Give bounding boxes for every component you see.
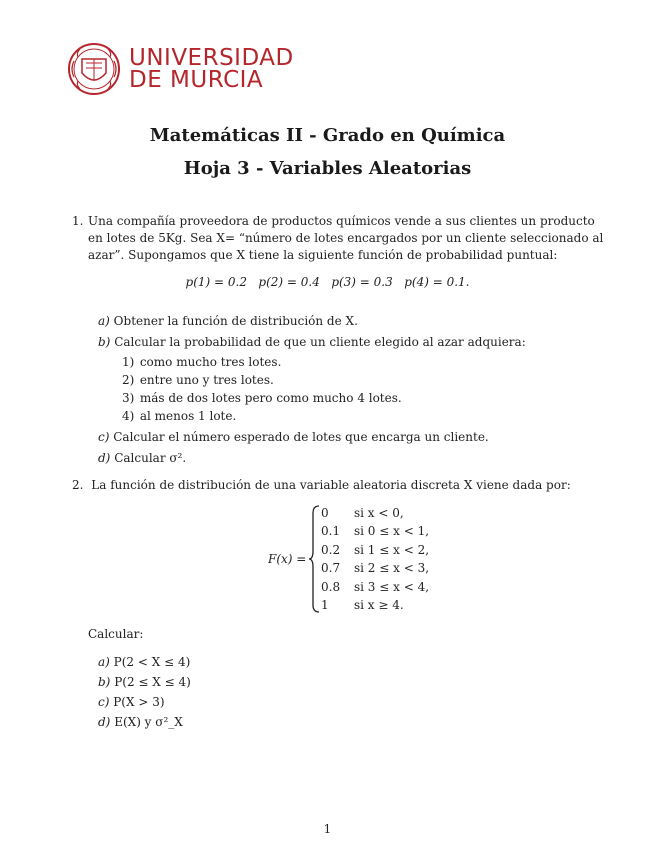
item-text: Calcular el número esperado de lotes que encarga un cliente. — [113, 430, 489, 444]
item-label: d) — [98, 715, 111, 729]
sub-list-item — [122, 354, 281, 371]
university-seal-icon — [66, 41, 122, 97]
list-item — [98, 714, 183, 731]
list-item — [98, 313, 358, 330]
function-name: F(x) = — [268, 552, 307, 566]
subitem-label: 2) — [122, 373, 135, 387]
sub-list-item — [122, 390, 402, 407]
piecewise-condition: si 3 ≤ x < 4, — [354, 580, 430, 594]
item-label: b) — [98, 675, 111, 689]
subitem-text: entre uno y tres lotes. — [139, 373, 274, 387]
piecewise-value: 1 — [321, 598, 329, 612]
item-text: P(2 < X ≤ 4) — [113, 655, 191, 669]
piecewise-condition: si 0 ≤ x < 1, — [354, 524, 430, 538]
piecewise-value: 0.1 — [321, 524, 341, 538]
list-item — [98, 694, 165, 711]
sub-list-item — [122, 408, 236, 425]
list-item — [98, 674, 191, 691]
list-item — [98, 334, 526, 351]
list-item — [98, 450, 186, 467]
piecewise-value: 0.8 — [321, 580, 341, 594]
subitem-label: 4) — [122, 409, 135, 423]
item-text: Obtener la función de distribución de X. — [113, 314, 358, 328]
piecewise-value: 0.2 — [321, 543, 341, 557]
item-text: Calcular σ². — [114, 451, 187, 465]
university-logo — [66, 41, 294, 99]
subitem-text: como mucho tres lotes. — [139, 355, 282, 369]
piecewise-condition: si 2 ≤ x < 3, — [354, 561, 430, 575]
logo-line-1: UNIVERSIDAD — [129, 45, 294, 71]
problem-number: 1. — [72, 214, 84, 228]
calculate-prompt: Calcular: — [88, 627, 144, 641]
piecewise-value: 0 — [321, 506, 329, 520]
sub-list-item — [122, 372, 274, 389]
problem-statement: Una compañía proveedora de productos químicos vende a sus clientes un producto en lotes de 5Kg. Sea X= “número de lotes encargados por un cliente seleccionado al azar”. Supongamos que X tiene la siguiente función de probabilidad puntual: — [88, 214, 604, 262]
item-label: d) — [98, 451, 111, 465]
item-label: a) — [98, 314, 110, 328]
logo-line-2: DE MURCIA — [129, 67, 264, 93]
subitem-label: 3) — [122, 391, 135, 405]
page-number: 1 — [323, 822, 332, 836]
subitem-text: al menos 1 lote. — [139, 409, 237, 423]
problem-number: 2. — [72, 478, 84, 492]
item-label: c) — [98, 430, 110, 444]
item-text: P(2 ≤ X ≤ 4) — [114, 675, 191, 689]
piecewise-condition: si x ≥ 4. — [354, 598, 404, 612]
item-label: a) — [98, 655, 110, 669]
subitem-label: 1) — [122, 355, 135, 369]
item-label: c) — [98, 695, 110, 709]
piecewise-condition: si 1 ≤ x < 2, — [354, 543, 430, 557]
page-title: Matemáticas II - Grado en Química — [149, 125, 506, 146]
page-subtitle: Hoja 3 - Variables Aleatorias — [183, 158, 472, 179]
problem-2 — [72, 477, 571, 494]
problem-statement: La función de distribución de una variable aleatoria discreta X viene dada por: — [91, 478, 571, 492]
subitem-text: más de dos lotes pero como mucho 4 lotes. — [139, 391, 402, 405]
item-label: b) — [98, 335, 111, 349]
piecewise-condition: si x < 0, — [354, 506, 404, 520]
piecewise-brace-icon — [308, 505, 320, 613]
item-text: P(X > 3) — [113, 695, 165, 709]
list-item — [98, 654, 190, 671]
piecewise-value: 0.7 — [321, 561, 341, 575]
item-text: Calcular la probabilidad de que un cliente elegido al azar adquiera: — [114, 335, 526, 349]
probability-formula: p(1) = 0.2 p(2) = 0.4 p(3) = 0.3 p(4) = 0.1. — [185, 275, 470, 289]
list-item — [98, 429, 489, 446]
university-name — [129, 47, 294, 91]
item-text: E(X) y σ²_X — [114, 715, 183, 729]
